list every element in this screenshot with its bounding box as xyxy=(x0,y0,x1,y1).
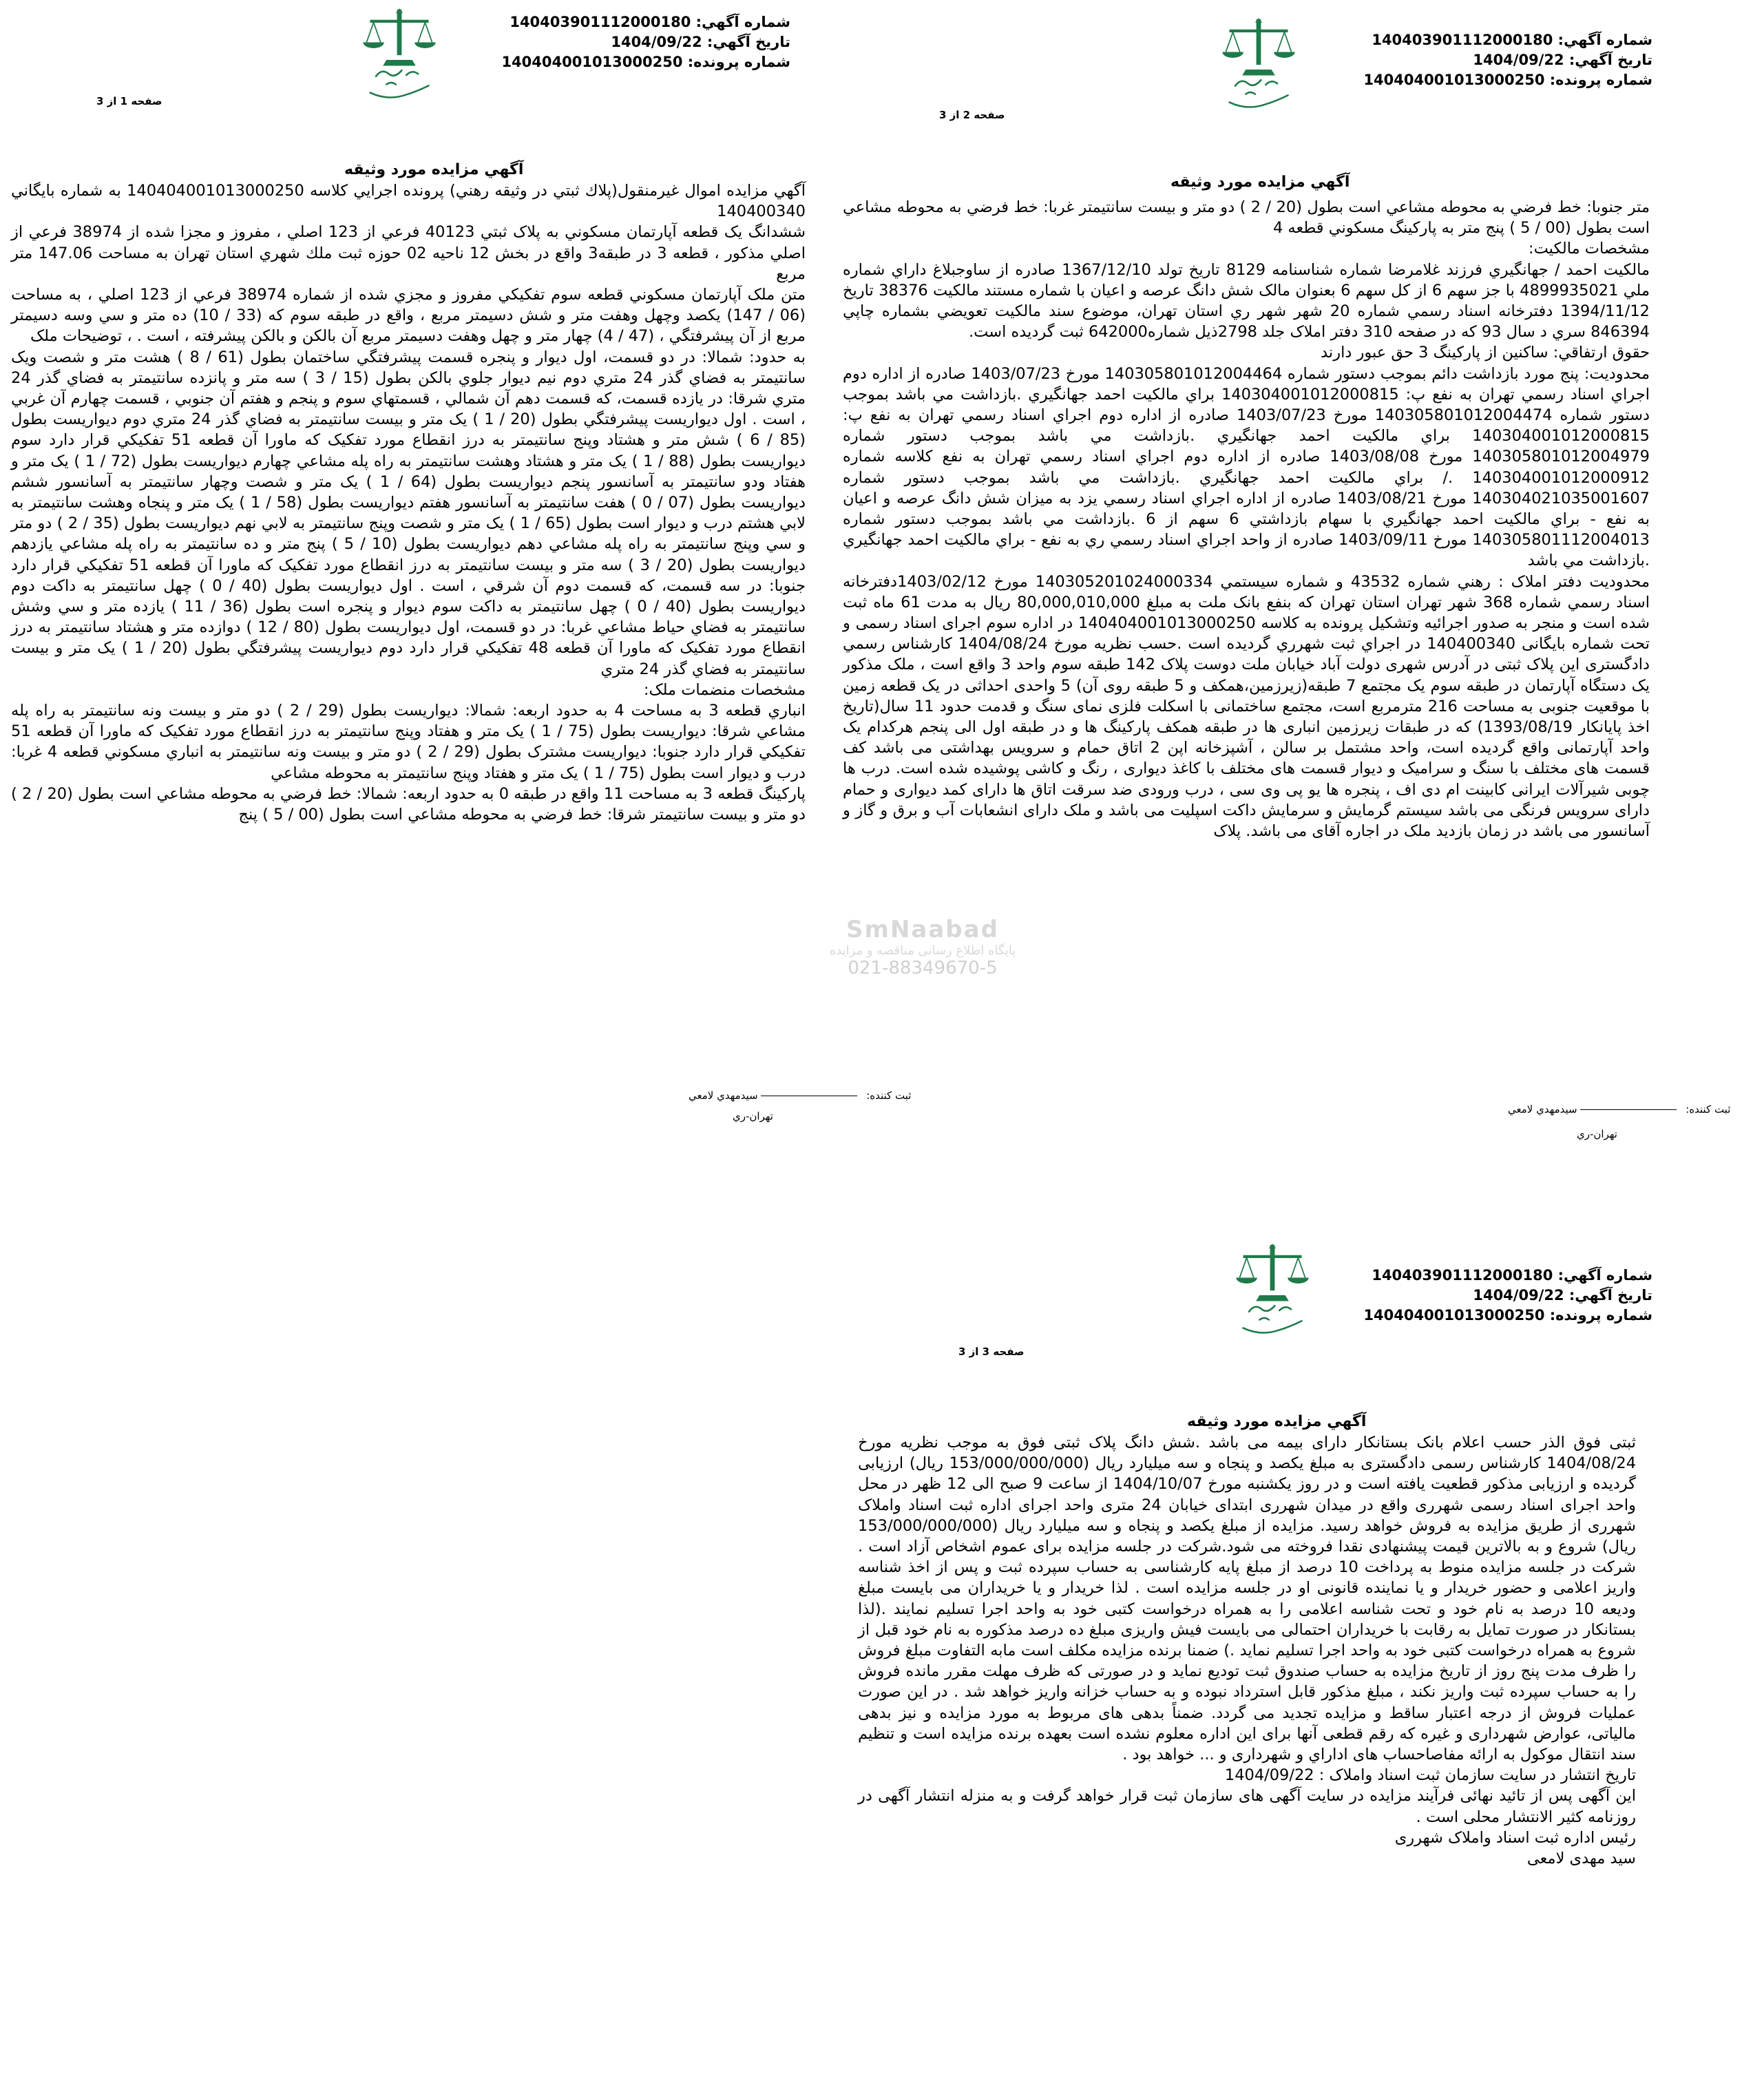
ad-date: 1404/09/22 xyxy=(1473,52,1564,68)
paragraph: حقوق ارتفاقي: ساکنين از پارکينگ 3 حق عبور دارند xyxy=(1321,344,1650,362)
paragraph: پارکينگ قطعه 3 به مساحت 11 واقع در طبقه 0 به حدود اربعه: شمالا: خط فرضي به محوطه مشاعي است بطول (20 / 2 ) دو متر و بيست سانتيمتر شرقا: خط فرضي به محوطه مشاعي است بطول (00 / 5 ) پنج xyxy=(11,784,806,824)
paragraph: مالکيت احمد / جهانگيري فرزند غلامرضا شماره شناسنامه 8129 تاريخ تولد 1367/12/10 صادره از ساوجبلاغ داراي شماره ملي 4899935021 با جز سهم 6 از کل سهم 6 بعنوان مالک شش دانگ عرصه و اعيان با شماره مستند مالکيت 38376 تاريخ 1394/11/12 دفترخانه اسناد رسمي شماره 20 شهر شهر ري استان تهران، موضوع سند مالکيت تعويضي بشماره چاپي 846394 سري د سال 93 که در صفحه 310 دفتر املاک جلد 2798ذيل شماره642000 ثبت گرديده است. xyxy=(843,260,1650,342)
ad-meta xyxy=(1363,1266,1652,1326)
ad-body xyxy=(843,197,1650,841)
ad-date: 1404/09/22 xyxy=(611,34,702,50)
file-number: 140404001013000250 xyxy=(1363,72,1545,88)
paragraph: تاریخ انتشار در سایت سازمان ثبت اسناد واملاک : 1404/09/22 xyxy=(1224,1766,1636,1785)
paragraph: ثبتی فوق الذر حسب اعلام بانک بستانکار دارای بیمه می باشد .شش دانگ پلاک ثبتی فوق به موجب نظریه مورخ 1404/08/24 کارشناس رسمی دادگستری به مبلغ یکصد و پنجاه و سه میلیارد ریال (153/000/000/000 ریال) ارزیابی گردیده و ارزیابی مذکور قطعیت یافته است و در روز یکشنبه مورخ 1404/10/07 از ساعت 9 صبح الی 12 ظهر در محل واحد اجرای اسناد رسمی شهرری واقع در میدان شهرری ابتدای خیابان 24 متری واحد اجرای اداره ثبت اسناد واملاک شهرری از طریق مزایده به فروش خواهد رسید. مزایده از مبلغ یکصد و پنجاه و سه میلیارد ریال (153/000/000/000 ریال) شروع و به بالاترین قیمت پیشنهادی نقدا فروخته می شود.شرکت در جلسه مزایده برای عموم اشخاص آزاد است . شرکت در جلسه مزایده منوط به پرداخت 10 درصد از مبلغ پایه کارشناسی به حساب سپرده ثبت و پس از اخذ شناسه واریز اعلامی و حضور خریدار و یا نماینده قانونی او در جلسه مزایده است . لذا خریدار و یا خریداران می بایست مبلغ ودیعه 10 درصد به نام خود و تحت شناسه اعلامی را به همراه درخواست کتبی خود به واحد اجرا تسلیم نمایند .(لذا بستانکار در صورت تمایل به رقابت با خریداران احتمالی می بایست فیش واریزی مبلغ ده درصد مذکوره به نام خود قبل از شروع به همراه درخواست کتبی خود به واحد اجرا تسلیم نماید .) ضمنا برنده مزایده مکلف است مابه التفاوت مبلغ فروش را ظرف مدت پنج روز از تاریخ مزایده به حساب صندوق ثبت تودیع نماید و در صورتی که ظرف مهلت مقرر مانده فروش را به حساب سپرده ثبت واریز نکند ، مبلغ مذکور قابل استرداد نبوده و به حساب خزانه واریز خواهد شد . در این صورت عملیات فروش از درجه اعتبار ساقط و مزایده تجدید می گردد. ضمناً بدهی های مربوط به مورد مزایده و نیز بدهی مالیاتی، عوارض شهرداری و غیره که رقم قطعی آنها برای این اداره معلوم نشده است بعهده برنده مزایده است و تنظیم سند انتقال موکول به ارائه مفاصاحساب های اداراي و شهرداری و ... خواهد بود . xyxy=(858,1434,1637,1764)
paragraph: متر جنوبا: خط فرضي به محوطه مشاعي است بطول (20 / 2 ) دو متر و بيست سانتيمتر غربا: خط فرضي به محوطه مشاعي است بطول (00 / 5 ) پنج متر به پارکينگ مسکوني قطعه 4 xyxy=(843,198,1650,238)
ad-meta xyxy=(1363,30,1652,90)
registrar-name: سيدمهدي لامعي xyxy=(689,1089,758,1102)
registrar-label: ثبت کننده: xyxy=(866,1089,912,1102)
ad-number-label: شماره آگهي: xyxy=(1557,32,1652,48)
ad-number: 140403901112000180 xyxy=(1372,32,1553,48)
ad-title: آگهي مزايده مورد وثيقه xyxy=(1187,1413,1367,1430)
ad-number-label: شماره آگهي: xyxy=(1557,1267,1652,1284)
paragraph: محدوديت: پنج مورد بازداشت دائم بموجب دستور شماره 140305801012004464 مورخ 1403/07/23 صادره از اداره دوم اجراي اسناد رسمي تهران به نفع پ: 140304001012000815 براي مالکيت احمد جهانگيري .بازداشت مي باشد بموجب دستور شماره 140305801012004474 مورخ 1403/07/23 صادره از اداره دوم اجراي اسناد رسمي تهران به نفع پ: 140304001012000815 براي مالکيت احمد جهانگيري .بازداشت مي باشد بموجب دستور شماره 140305801012004979 مورخ 1403/08/08 صادره از اداره دوم اجراي اسناد رسمي تهران به نفع کلاسه شماره 140304001012000912 ./ براي مالکيت احمد جهانگيري .بازداشت مي باشد بموجب دستور شماره 140304021035001607 مورخ 1403/08/21 صادره از اداره اجراي اسناد رسمي يزد به ميزان شش دانگ عرصه و اعيان به نفع - براي مالکيت احمد جهانگيري با سهام بازداشتي 6 سهم از 6 .بازداشت مي باشد بموجب دستور شماره 140305801112004013 مورخ 1403/09/11 صادره از واحد اجراي اسناد رسمي ري به نفع - براي مالکيت احمد جهانگيري .بازداشت مي باشد xyxy=(843,364,1650,570)
file-number-label: شماره پرونده: xyxy=(1549,72,1652,88)
ad-body xyxy=(11,180,806,825)
paragraph: انباري قطعه 3 به مساحت 4 به حدود اربعه: شمالا: ديواريست بطول (29 / 2 ) دو متر و بيست ونه سانتيمتر به راه پله مشاعي شرقا: ديواريست بطول (75 / 1 ) يک متر و هفتاد وپنج سانتيمتر به درز انقطاع مورد تفکيک که ماورا آن قطعه 51 تفکيکي قرار دارد جنوبا: ديواريست مشترک بطول (29 / 2 ) دو متر و بيست ونه سانتيمتر به انباري مسکوني قطعه 4 غربا: درب و ديوار است بطول (75 / 1 ) يک متر و هفتاد وپنج سانتيمتر به محوطه مشاعي xyxy=(11,702,806,782)
ad-date: 1404/09/22 xyxy=(1473,1287,1564,1303)
city: تهران-ري xyxy=(733,1110,773,1122)
ad-number: 140403901112000180 xyxy=(510,14,691,30)
registrar-line xyxy=(1508,1103,1730,1116)
signature-line xyxy=(1580,1109,1677,1110)
paragraph: به حدود: شمالا: در دو قسمت، اول ديوار و پنجره قسمت پيشرفتگي ساختمان بطول (61 / 8 ) هشت متر و شصت ويک سانتيمتر به فضاي گذر 24 متري دوم نيم ديوار جلوي بالکن بطول (15 / 3 ) سه متر و پانزده سانتيمتر به فضاي گذر 24 متري شرقا: در يازده قسمت، که قسمت دهم آن شمالي ، قسمتهاي سوم و پنجم و هفتم آن جنوبي ، قسمت چهارم آن غربي ، است . اول ديواريست پيشرفتگي بطول (20 / 1 ) يک متر و بيست سانتيمتر به فضاي گذر 24 متري دوم ديواريست بطول (85 / 6 ) شش متر و هشتاد وپنج سانتيمتر به درز انقطاع مورد تفکيک که ماورا آن قطعه 51 تفکيکي قرار دارد سوم ديواريست بطول (88 / 1 ) يک متر و هشتاد وهشت سانتيمتر به راه پله مشاعي چهارم ديواريست بطول (72 / 1 ) يک متر و هفتاد ودو سانتيمتر به آسانسور پنجم ديواريست بطول (64 / 1 ) يک متر و شصت وچهار سانتيمتر به آسانسور ششم ديواريست بطول (07 / 0 ) هفت سانتيمتر به آسانسور هفتم ديواريست بطول (58 / 1 ) يک متر و پنجاه وهشت سانتيمتر به لابي هشتم درب و ديوار است بطول (65 / 1 ) يک متر و شصت وپنج سانتيمتر به لابي نهم ديواريست بطول (35 / 2 ) دو متر و سي وپنج سانتيمتر به راه پله مشاعي دهم ديواريست بطول (10 / 5 ) پنج متر و ده سانتيمتر به راه پله مشاعي يازدهم ديواريست بطول (20 / 3 ) سه متر و بيست سانتيمتر به درز انقطاع مورد تفکيک که ماورا آن قطعه 51 تفکيکي قرار دارد جنوبا: در سه قسمت، که قسمت دوم آن شرقي ، است . اول ديواريست بطول (40 / 0 ) چهل سانتيمتر به داکت دوم ديواريست بطول (40 / 0 ) چهل سانتيمتر به داکت سوم ديوار و پنجره است بطول (36 / 11 ) يازده متر و سي وشش سانتيمتر به فضاي حياط مشاعي غربا: در دو قسمت، اول ديواريست بطول (80 / 12 ) دوازده متر و هشتاد سانتيمتر به درز انقطاع مورد تفکيک که ماورا آن قطعه 48 تفکيکي قرار دارد دوم ديواريست پيشرفتگي بطول (20 / 1 ) يک متر و بيست سانتيمتر به فضاي گذر 24 متري xyxy=(11,348,806,678)
paragraph: ششدانگ يک قطعه آپارتمان مسکوني به پلاک ثبتي 40123 فرعي از 123 اصلي ، مفروز و مجزا شده از 38974 فرعي از اصلي مذکور ، قطعه 3 در طبقه3 واقع در بخش 12 ناحيه 02 حوزه ثبت ملك شهري استان تهران به مساحت 147.06 متر مربع xyxy=(11,223,806,283)
file-number-label: شماره پرونده: xyxy=(687,54,790,70)
file-number: 140404001013000250 xyxy=(1363,1307,1545,1323)
stamp-caption: پایگاه اطلاع رسانی مناقصه و مزایده xyxy=(829,943,1016,958)
page-number: صفحه 1 از 3 xyxy=(96,95,162,107)
paragraph: مشخصات منضمات ملک: xyxy=(643,680,806,699)
paragraph: متن ملک آپارتمان مسکوني قطعه سوم تفکيکي مفروز و مجزي شده از شماره 38974 فرعي از 123 اصلي ، به مساحت (06 / 147) يکصد وچهل وهفت متر و شش دسيمتر مربع ، واقع در طبقه سوم که (33 / 10) ده متر و سي وسه دسيمتر مربع از آن پيشرفتگي ، (47 / 4) چهار متر و چهل وهفت دسيمتر مربع آن بالکن و بالکن پيشرفته ، است . ، توضيحات ملک xyxy=(11,286,806,346)
ad-title: آگهي مزايده مورد وثيقه xyxy=(1170,174,1350,191)
stamp-phone: 021-88349670-5 xyxy=(848,958,998,978)
paragraph: محدوديت دفتر املاک : رهني شماره 43532 و شماره سيستمي 140305201024000334 مورخ 1403/02/12دفترخانه اسناد رسمي شماره 368 شهر تهران استان تهران که بنفع بانک ملت به مبلغ 80,000,010,000 ريال به مدت 61 ماه ثبت شده است و منجر به صدور اجرائيه وتشکيل پرونده به کلاسه 140404001013000250 در اداره سوم اجراى اسناد رسمى و تحت شماره بایگانى 140400340 در اجراي ثبت شهرري گرديده است .حسب نظريه مورخ 1404/08/24 کارشناس رسمي دادگستری این پلاک ثبتی در آدرس شهری دولت آباد خیابان ملت دوست پلاک 142 طبقه سوم واحد 3 واقع است ، ملک مذکور یک دستگاه آپارتمان در طبقه سوم یک مجتمع 7 طبقه(زیرزمین،همکف و 5 طبقه روی آن) 5 واحدی احداثی در یک قطعه زمین با موقعیت جنوبی به مساحت 216 مترمربع است، مجتمع ساختمانی با اسکلت فلزی نمای سنگ و قدمت حدود 11 سال(تاریخ اخذ پایانکار 1393/08/19) که در طبقات زیرزمین انباری ها در طبقه همکف پارکینگ ها و در طبقه اول الی پنجم هرکدام یک واحد آپارتمانی واقع گردیده است، واحد مشتمل بر سالن ، آشپزخانه اپن 2 اتاق حمام و سرویس بهداشتی می باشد کف قسمت های مختلف با سنگ و سرامیک و دیوار قسمت های مختلف با کاغذ دیواری ، رنگ و کاشی پوشیده شده است. درب ها چوبی شیرآلات ایرانی کابینت ام دی اف ، پنجره ها یو پی وی سی ، درب ورودی ضد سرقت اتاق ها دارای کمد دیواری و حمام دارای سرویس فرنگی می باشد سیستم گرمایش و سرمایش داکت اسپلیت می باشد و ملک دارای انشعابات آب و برق و گاز و آسانسور می باشد در زمان بازدید ملک در اجاره آقای می باشد. پلاک xyxy=(843,572,1650,841)
file-number-label: شماره پرونده: xyxy=(1549,1307,1652,1323)
paragraph: سید مهدی لامعی xyxy=(1526,1850,1636,1868)
stamp-brand: SmNaabad xyxy=(846,916,999,943)
ad-meta xyxy=(501,12,790,72)
file-number: 140404001013000250 xyxy=(501,54,683,70)
paragraph: رئیس اداره ثبت اسناد واملاک شهرری xyxy=(1394,1828,1636,1847)
judiciary-emblem-logo xyxy=(1226,1239,1319,1343)
ad-number: 140403901112000180 xyxy=(1372,1267,1553,1284)
city: تهران-ري xyxy=(1577,1128,1617,1140)
registrar-line xyxy=(689,1089,911,1102)
ad-date-label: تاريخ آگهي: xyxy=(1568,1287,1652,1303)
paragraph: آگهي مزايده اموال غيرمنقول(پلاك ثبتي در وثيقه رهني) پرونده اجرايي كلاسه 140404001013000250 به شماره بايگاني 140400340 xyxy=(11,182,806,221)
ad-date-label: تاريخ آگهي: xyxy=(706,34,790,50)
judiciary-emblem-logo xyxy=(1212,14,1305,117)
ad-body xyxy=(858,1432,1636,1869)
ad-number-label: شماره آگهي: xyxy=(695,14,790,30)
ad-title: آگهي مزايده مورد وثيقه xyxy=(344,161,524,178)
registrar-name: سيدمهدي لامعي xyxy=(1508,1103,1577,1116)
judiciary-emblem-logo xyxy=(353,4,446,107)
paragraph: مشخصات مالکيت: xyxy=(1528,240,1650,258)
watermark-stamp xyxy=(764,916,1081,978)
registrar-label: ثبت کننده: xyxy=(1686,1103,1731,1116)
page-number: صفحه 3 از 3 xyxy=(958,1346,1025,1358)
ad-date-label: تاريخ آگهي: xyxy=(1568,52,1652,68)
paragraph: این آگهی پس از تائید نهائی فرآیند مزایده در سایت آگهی های سازمان ثبت قرار خواهد گرفت و به منزله انتشار آگهی در روزنامه کثیر الانتشار محلی است . xyxy=(858,1787,1636,1826)
page-number: صفحه 2 از 3 xyxy=(939,109,1005,121)
